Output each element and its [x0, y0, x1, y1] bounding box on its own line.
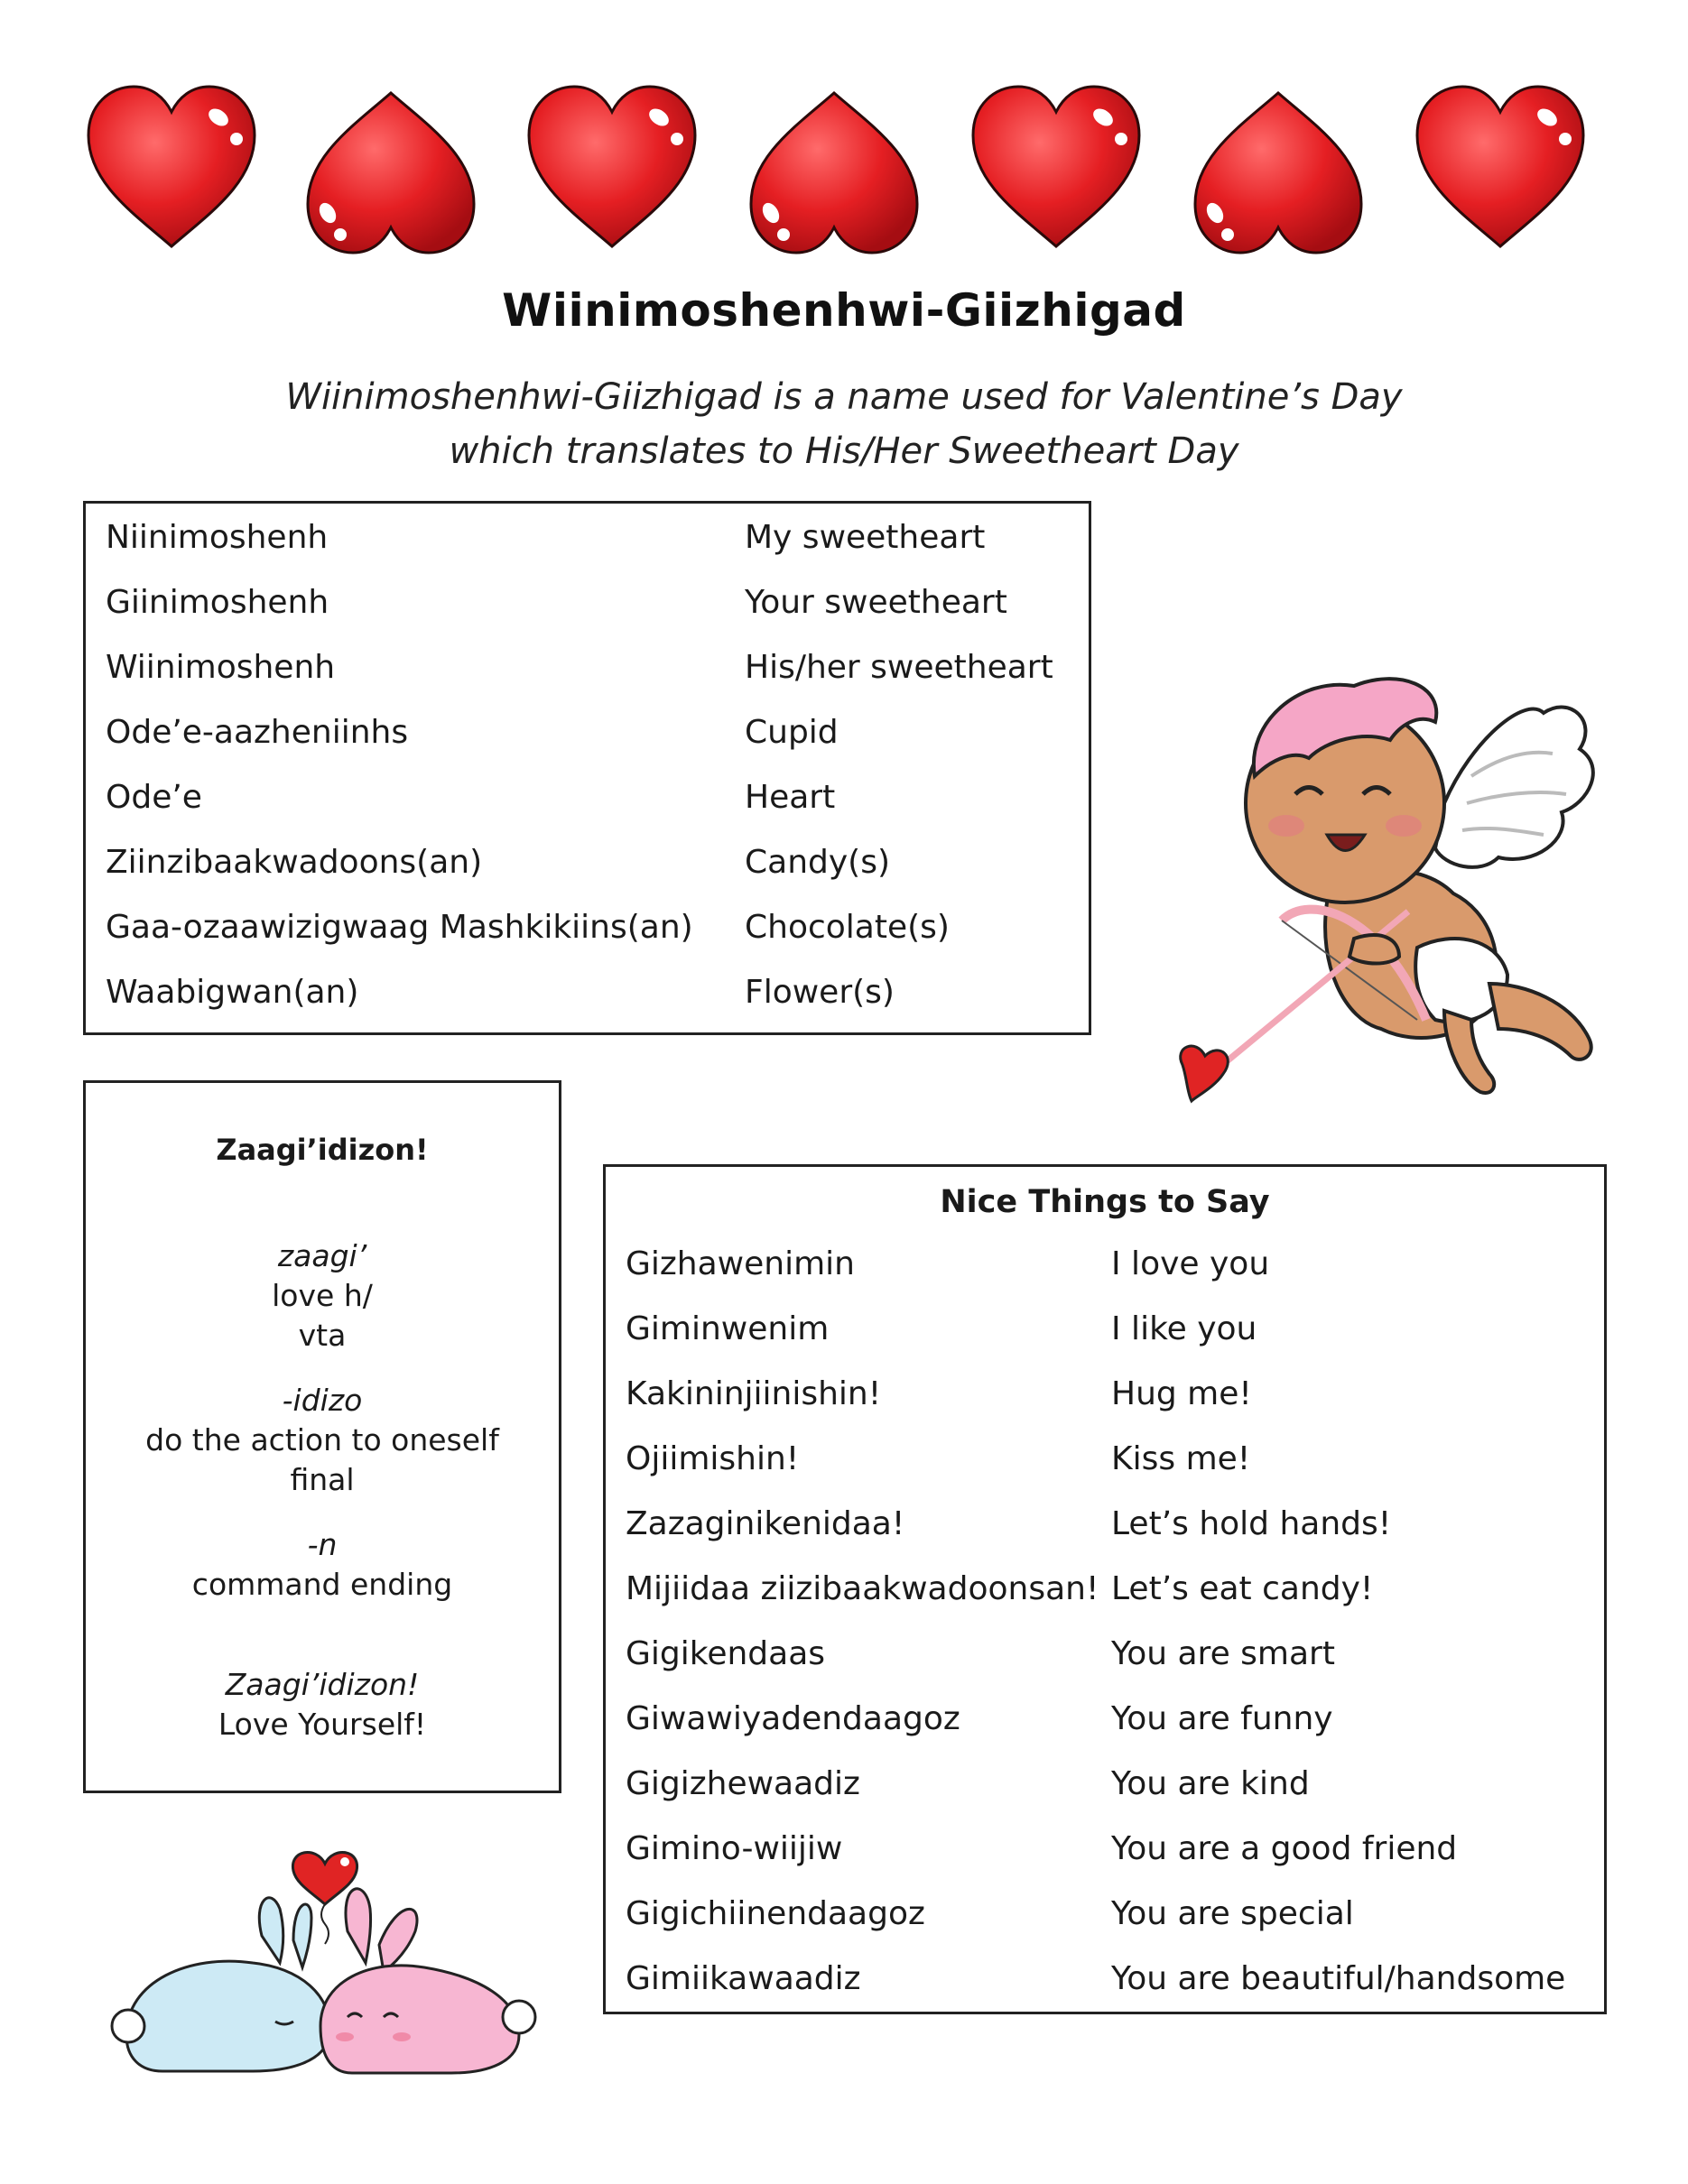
table-row [606, 1817, 1604, 1882]
heart-icon [744, 79, 924, 260]
table-row [86, 635, 1089, 700]
ojibwe-term: Waabigwan(an) [106, 974, 359, 1011]
ojibwe-phrase: Gizhawenimin [626, 1245, 855, 1282]
english-term: My sweetheart [745, 519, 986, 556]
table-row [86, 830, 1089, 895]
english-term: Your sweetheart [745, 584, 1007, 621]
english-phrase: Let’s eat candy! [1111, 1570, 1374, 1607]
bunnies-illustration [108, 1828, 542, 2098]
nice-things-title: Nice Things to Say [940, 1184, 1270, 1220]
morphology-box [83, 1080, 561, 1793]
morph-ending [86, 1525, 559, 1605]
ojibwe-phrase: Mijiidaa ziizibaakwadoonsan! [626, 1570, 1099, 1607]
morph-suffix-class: final [290, 1462, 355, 1497]
table-row [606, 1752, 1604, 1817]
table-row [606, 1232, 1604, 1297]
morph-root-class: vta [298, 1318, 347, 1353]
table-row [606, 1557, 1604, 1622]
morph-suffix [86, 1381, 559, 1500]
morph-root-form: zaagi’ [277, 1238, 367, 1273]
heart-icon [301, 79, 481, 260]
english-phrase: Let’s hold hands! [1111, 1505, 1392, 1542]
table-row [606, 1947, 1604, 2012]
morph-suffix-form: -idizo [282, 1383, 363, 1418]
ojibwe-phrase: Gigizhewaadiz [626, 1765, 860, 1802]
english-phrase: You are special [1111, 1895, 1354, 1932]
ojibwe-phrase: Gimiikawaadiz [626, 1960, 861, 1997]
page-title: Wiinimoshenhwi-Giizhigad [502, 284, 1186, 337]
ojibwe-phrase: Ojiimishin! [626, 1440, 800, 1477]
table-row [86, 960, 1089, 1025]
ojibwe-term: Ode’e-aazheniinhs [106, 714, 409, 751]
morph-result-form: Zaagi’idizon! [225, 1667, 420, 1702]
table-row [606, 1427, 1604, 1492]
ojibwe-phrase: Gimino-wiijiw [626, 1830, 843, 1867]
english-term: Flower(s) [745, 974, 895, 1011]
english-term: Cupid [745, 714, 839, 751]
table-row [86, 505, 1089, 570]
nice-things-table [603, 1164, 1607, 2014]
table-row [606, 1687, 1604, 1752]
morph-suffix-gloss: do the action to oneself [145, 1422, 499, 1458]
table-row [606, 1492, 1604, 1557]
ojibwe-term: Niinimoshenh [106, 519, 329, 556]
morph-ending-form: -n [307, 1527, 338, 1562]
heart-icon [1188, 79, 1368, 260]
morph-root [86, 1236, 559, 1356]
page-subtitle [0, 370, 1688, 478]
english-phrase: I love you [1111, 1245, 1270, 1282]
morph-result [86, 1665, 559, 1744]
ojibwe-phrase: Gigikendaas [626, 1635, 826, 1672]
ojibwe-phrase: Gigichiinendaagoz [626, 1895, 925, 1932]
subtitle-line-1: Wiinimoshenhwi-Giizhigad is a name used for Valentine’s Day [285, 376, 1403, 418]
english-term: Candy(s) [745, 844, 891, 881]
english-phrase: You are kind [1111, 1765, 1310, 1802]
morph-result-gloss: Love Yourself! [218, 1707, 427, 1742]
morph-root-gloss: love h/ [272, 1278, 373, 1313]
ojibwe-term: Giinimoshenh [106, 584, 329, 621]
table-row [86, 765, 1089, 830]
english-phrase: Kiss me! [1111, 1440, 1251, 1477]
heart-icon [522, 79, 702, 260]
english-term: Chocolate(s) [745, 909, 950, 946]
table-row [86, 895, 1089, 960]
heart-icon [1410, 79, 1591, 260]
morphology-title: Zaagi’idizon! [216, 1133, 429, 1167]
ojibwe-phrase: Giminwenim [626, 1310, 830, 1347]
table-row [606, 1297, 1604, 1362]
table-row [606, 1622, 1604, 1687]
subtitle-line-2: which translates to His/Her Sweetheart Day [449, 430, 1239, 472]
ojibwe-phrase: Kakininjiinishin! [626, 1375, 882, 1412]
heart-icon [966, 79, 1146, 260]
english-term: His/her sweetheart [745, 649, 1053, 686]
english-term: Heart [745, 779, 836, 816]
ojibwe-term: Ziinzibaakwadoons(an) [106, 844, 483, 881]
ojibwe-term: Ode’e [106, 779, 202, 816]
ojibwe-phrase: Giwawiyadendaagoz [626, 1700, 960, 1737]
english-phrase: You are smart [1111, 1635, 1335, 1672]
table-row [606, 1362, 1604, 1427]
ojibwe-term: Wiinimoshenh [106, 649, 336, 686]
ojibwe-phrase: Zazaginikenidaa! [626, 1505, 905, 1542]
english-phrase: Hug me! [1111, 1375, 1252, 1412]
ojibwe-term: Gaa-ozaawizigwaag Mashkikiins(an) [106, 909, 693, 946]
english-phrase: You are a good friend [1111, 1830, 1458, 1867]
english-phrase: You are funny [1111, 1700, 1333, 1737]
morph-ending-gloss: command ending [191, 1567, 453, 1602]
english-phrase: I like you [1111, 1310, 1257, 1347]
heart-icon [81, 79, 262, 260]
table-row [86, 570, 1089, 635]
table-row [606, 1882, 1604, 1947]
english-phrase: You are beautiful/handsome [1111, 1960, 1566, 1997]
cupid-illustration [1146, 641, 1634, 1146]
table-row [86, 700, 1089, 765]
vocabulary-table [83, 501, 1091, 1035]
